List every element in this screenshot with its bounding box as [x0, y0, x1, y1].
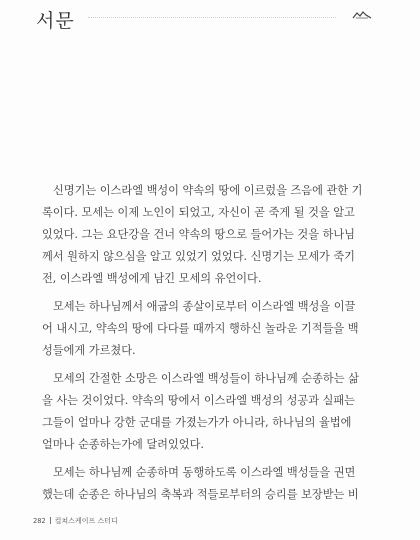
- paragraph: [42, 462, 387, 506]
- text-line: 있었다. 그는 요단강을 건너 약속의 땅으로 들어가는 것을 하나님: [42, 228, 355, 241]
- text-line: 그들이 얼마나 강한 군대를 가졌는가가 아니라, 하나님의 율법에: [42, 416, 352, 429]
- page-footer: [33, 516, 118, 526]
- text-line: 전, 이스라엘 백성에게 남긴 모세의 유언이다.: [42, 272, 262, 285]
- text-line: 신명기는 이스라엘 백성이 약속의 땅에 이르렀을 즈음에 관한 기: [53, 184, 363, 197]
- page-number: 282: [33, 517, 46, 525]
- section-title: 서문: [36, 10, 75, 32]
- body-text: [42, 180, 387, 512]
- text-line: 모세는 하나님께서 애굽의 종살이로부터 이스라엘 백성을 이끌: [53, 300, 356, 313]
- text-line: 모세는 하나님께 순종하며 동행하도록 이스라엘 백성들을 권면: [53, 466, 356, 479]
- header-rule: [88, 17, 336, 18]
- footer-divider: [50, 517, 51, 524]
- text-line: 얼마나 순종하는가에 달려있었다.: [42, 438, 204, 451]
- text-line: 모세의 간절한 소망은 이스라엘 백성들이 하나님께 순종하는 삶: [53, 372, 359, 385]
- ornament-icon: [352, 10, 372, 20]
- paragraph: [42, 368, 387, 456]
- text-line: 을 사는 것이었다. 약속의 땅에서 이스라엘 백성의 성공과 실패는: [42, 394, 355, 407]
- paragraph: [42, 296, 387, 362]
- paragraph: [42, 180, 387, 290]
- text-line: 께서 원하지 않으심을 알고 있었기 었었다. 신명기는 모세가 죽기: [42, 250, 355, 263]
- text-line: 어 내시고, 약속의 땅에 다다를 때까지 행하신 놀라운 기적들을 백: [42, 322, 359, 335]
- text-line: 성들에게 가르쳤다.: [42, 344, 136, 357]
- text-line: 록이다. 모세는 이제 노인이 되었고, 자신이 곧 죽게 될 것을 알고: [42, 206, 355, 219]
- book-title: 컬쳐스케이프 스터디: [54, 517, 118, 525]
- text-line: 했는데 순종은 하나님의 축복과 적들로부터의 승리를 보장받는 비: [42, 488, 359, 501]
